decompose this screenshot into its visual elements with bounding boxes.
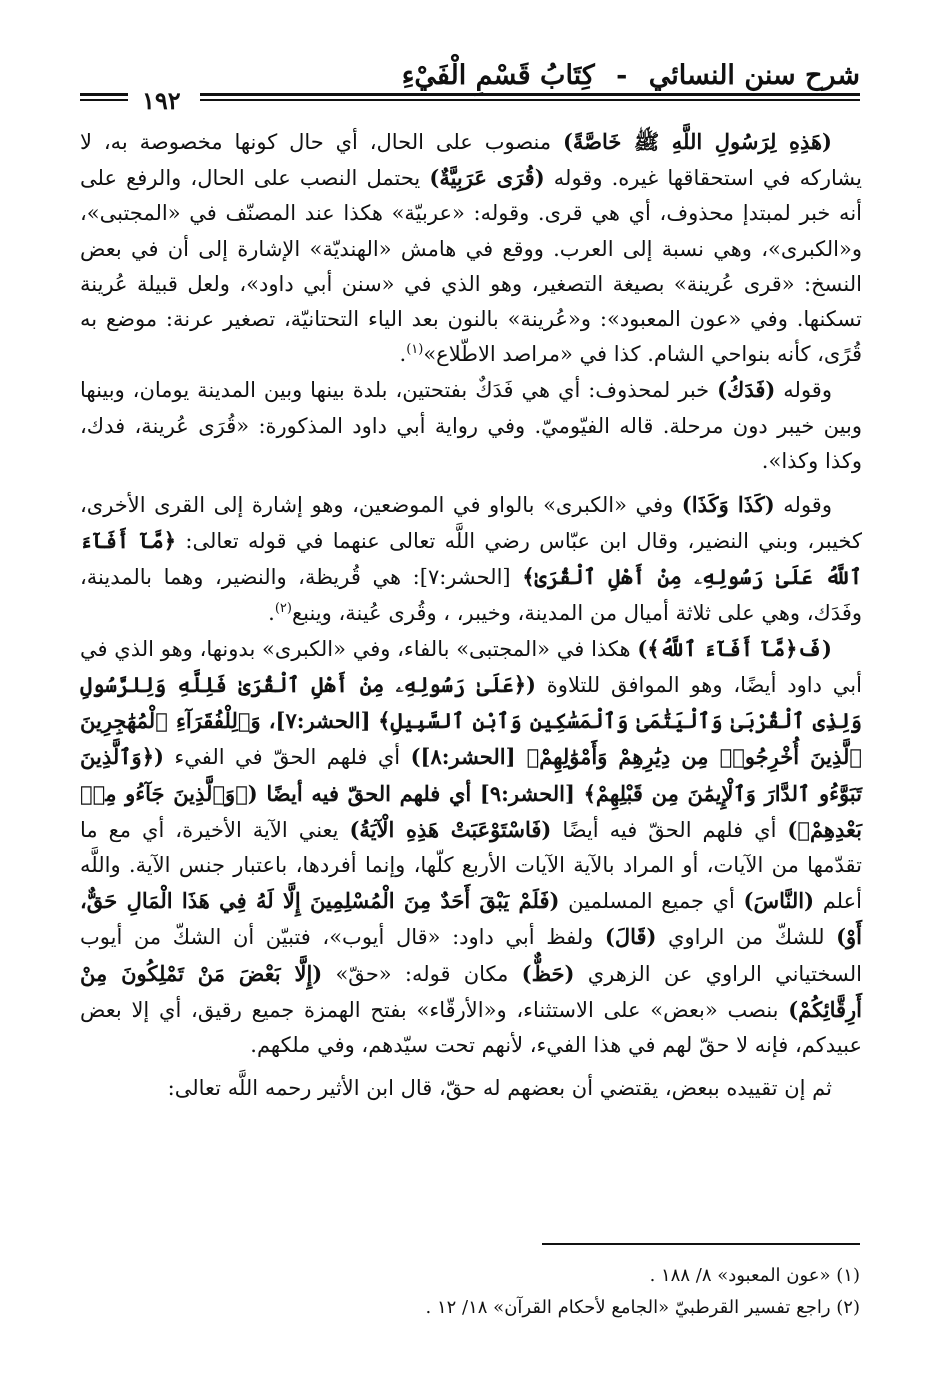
quoted-term: (﴿عَلَىٰ رَسُولِهِۦ مِنْ أَهْلِ ٱلْقُرَىٰ فَلِلَّهِ وَلِلرَّسُولِ وَلِذِى ٱلْقُرْبَىٰ وَٱلْيَتَٰمَىٰ وَٱلْمَسَٰكِينِ وَٱبْنِ ٱلسَّبِيلِ﴾ [80, 672, 862, 734]
commentary-text: وفي «الكبرى» بالواو في الموضعين، وهو إشارة إلى القرى الأخرى، كخيبر، وبني النضير، وقال ابن عبّاس رضي اللَّه تعالى عنهما في قوله تعالى: [80, 493, 862, 554]
commentary-text: مكان قوله: «حقّ» [322, 961, 522, 986]
commentary-text [371, 709, 379, 733]
commentary-text: [الحشر:٧]: هي قُريظة، والنضير، وهما بالمدينة، وفَدَك، وهي على ثلاثة أميال من المدينة، وخيبر، ، وقُرى عُينة، وينبع [80, 565, 862, 625]
footnote-marker: (١) [406, 342, 424, 358]
commentary-text: منصوب على الحال، أي حال كونها مخصوصة به، لا يشاركه في استحقاقها غيره. وقوله [80, 130, 862, 191]
quoted-term: (فَاسْتَوْعَبَتْ هَذِهِ الْآيَةُ) [349, 816, 552, 842]
commentary-text: ثم إن تقييده ببعض، يقتضي أن بعضهم له حقّ، قال ابن الأثير رحمه اللَّه تعالى: [167, 1076, 832, 1101]
header-title-book: شرح سنن النسائي [648, 60, 860, 91]
quoted-term: [الحشر:٧]، وَ﴿لِلْفُقَرَآءِ ٱلْمُهَٰجِرِينَ ٱلَّذِينَ أُخْرِجُوا۟ مِن دِيَٰرِهِمْ وَأَمْوَٰلِهِمْ﴾ [الحشر:٨]) [80, 708, 862, 770]
commentary-text: يحتمل النصب على الحال، والرفع على أنه خبر لمبتدإ محذوف، أي هي قرى. وقوله: «عربيّة» هكذا عند المصنّف في «المجتبى»، و«الكبرى»، وهي نسبة إلى العرب. ووقع في هامش «الهنديّة» الإشارة إلى أن في بعض النسخ: «قرى عُرينة» بصيغة التصغير، وهو الذي في «سنن أبي داود»، ولعل قبيلة عُرينة تسكنها. وفي «عون المعبود»: و«عُرينة» بالنون بعد الياء التحتانيّة، تصغير عرنة: موضع به قُرًى، كأنه بنواحي الشام. كذا في «مراصد الاطّلاع» [80, 166, 862, 367]
quoted-term: (إِلَّا بَعْضَ مَنْ تَمْلِكُونَ مِنْ أَرِقَّائِكُمْ) [80, 960, 862, 1022]
commentary-text: بنصب «بعض» على الاستثناء، و«الأرقّاء» بفتح الهمزة جميع رقيق، أي إلا بعض عبيدكم، فإنه لا حقّ لهم في هذا الفيء، لأنهم تحت سيّدهم، وفي ملكهم. [80, 997, 862, 1058]
quoted-term: (قَالَ) [604, 924, 657, 950]
quoted-term: (هَذِهِ لِرَسُولِ اللَّهِ ﷺ خَاصَّةً) [563, 129, 832, 154]
commentary-text: هكذا في «المجتبى» بالفاء، وفي «الكبرى» بدونها، وهو الذي في أبي داود أيضًا، وهو الموافق للتلاوة [80, 636, 862, 698]
paragraph [80, 372, 862, 479]
quoted-term: (فَلَمْ يَبْقَ أَحَدٌ مِنَ الْمُسْلِمِينَ إِلَّا لَهُ فِي هَذَا الْمَالِ حَقٌّ، أَوْ) [80, 888, 862, 950]
footnote-marker: (٢) [274, 600, 292, 616]
footnote-1: (١) «عون المعبود» ٨/ ١٨٨ . [649, 1265, 860, 1286]
commentary-text: . [268, 600, 275, 625]
quoted-term: (قُرَى عَرَبِيَّةٌ) [429, 165, 545, 191]
page-number: ١٩٢ [134, 86, 189, 115]
commentary-text: وقوله [775, 378, 832, 403]
commentary-text: وقوله [774, 493, 832, 518]
footnote-2: (٢) راجع تفسير القرطبيّ «الجامع لأحكام القرآن» ١٨/ ١٢ . [425, 1297, 860, 1318]
quoted-term: ﴿مَّآ أَفَآءَ ٱللَّهُ عَلَىٰ رَسُولِهِۦ مِنْ أَهْلِ ٱلْقُرَىٰ﴾ [80, 528, 862, 590]
quoted-term: (فَدَكُ) [717, 377, 776, 403]
quoted-term: (فَ﴿مَّآ أَفَآءَ ٱللَّهُ﴾) [637, 635, 832, 661]
header-title [402, 60, 860, 91]
main-text [80, 124, 862, 1106]
quoted-term: (النَّاسَ) [743, 888, 815, 914]
header-title-chapter: كِتَابُ قَسْمِ الْفَيْءِ [401, 60, 595, 91]
quoted-term: (كَذَا وَكَذَا) [681, 492, 775, 518]
commentary-text: للشكّ من الراوي [656, 925, 837, 950]
commentary-text: أي فلهم الحقّ فيه أيضًا [551, 817, 788, 842]
commentary-text: . [399, 342, 407, 367]
header-separator: - [616, 60, 628, 91]
quoted-term: (﴿وَٱلَّذِينَ تَبَوَّءُو ٱلدَّارَ وَٱلْإِيمَٰنَ مِن قَبْلِهِمْ﴾ [الحشر:٩] أي فلهم الحقّ فيه أيضًا (﴿وَٱلَّذِينَ جَآءُو مِنۢ بَعْدِهِمْ﴾) [80, 744, 863, 842]
footnote-rule [542, 1243, 860, 1245]
footnotes [78, 1260, 860, 1324]
commentary-text: أي فلهم الحقّ في الفيء [163, 745, 411, 770]
paragraph [80, 124, 862, 372]
paragraph [80, 487, 862, 631]
commentary-text: خبر لمحذوف: أي هي فَدَكٌ بفتحتين، بلدة بينها وبين المدينة يومان، وبينها وبين خيبر دون مرحلة. قاله الفيّوميّ. وفي رواية أبي داود المذكورة: «قُرَى عُرينة، فدك، وكذا وكذا». [80, 378, 862, 473]
commentary-text: أي جميع المسلمين [559, 889, 744, 914]
commentary-text: ولفظ أبي داود: «قال أيوب»، فتبيّن أن الشكّ من أيوب السختياني الراوي عن الزهري [80, 925, 863, 986]
commentary-text: يعني الآية الأخيرة، أي مع ما تقدّمها من الآيات، أو المراد بالآية الآيات الأربع كلّها، وإنما أفردها، باعتبار جنس الآية. واللَّه أعلم [80, 817, 862, 914]
quoted-term: (حَظٌّ) [521, 960, 575, 986]
paragraph [80, 1071, 862, 1106]
paragraph [80, 631, 862, 1063]
